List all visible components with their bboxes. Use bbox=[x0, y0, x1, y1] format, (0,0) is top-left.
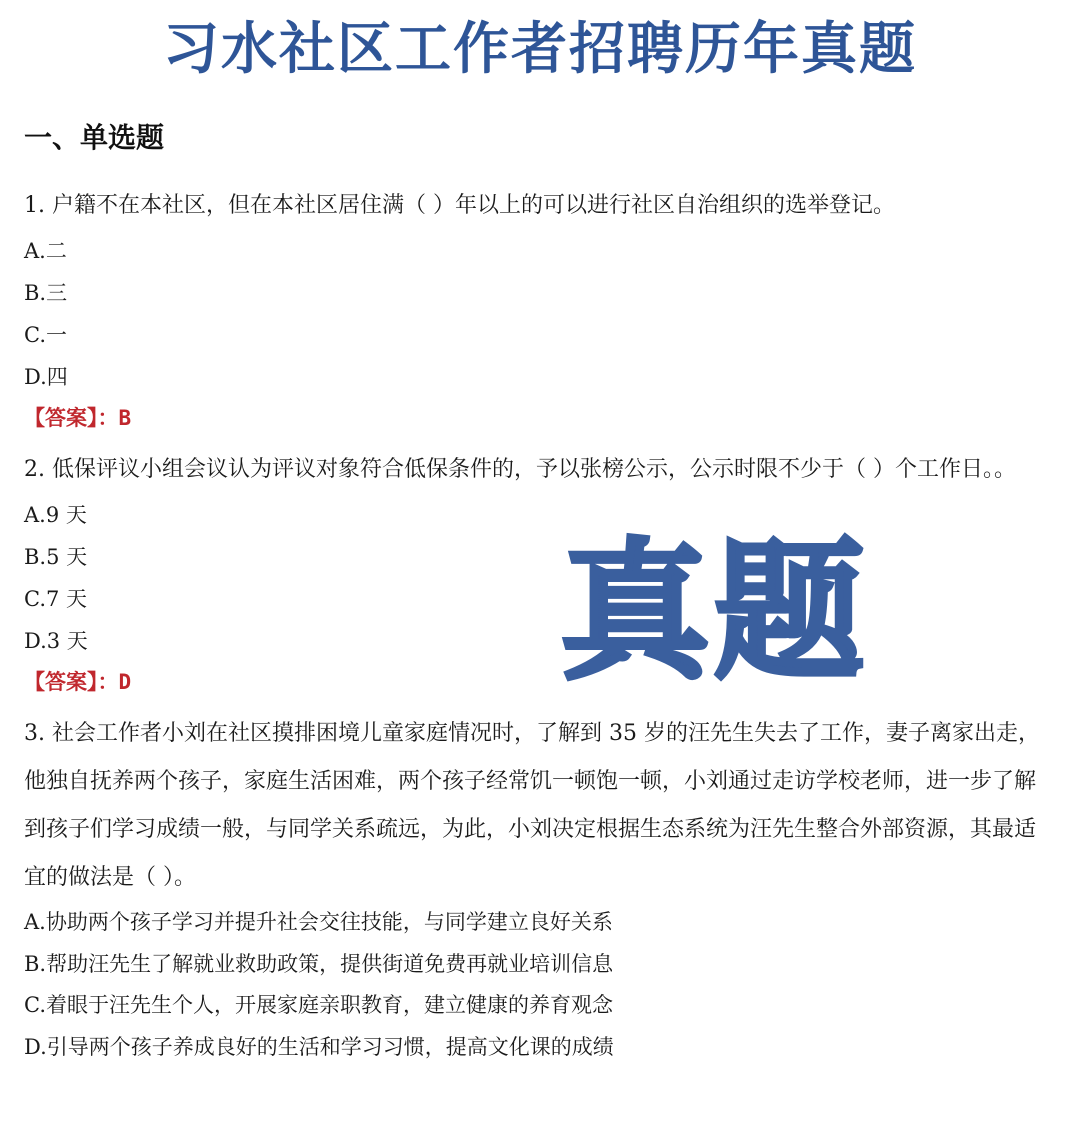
question-1-option-b: B.三 bbox=[24, 281, 68, 305]
question-2 bbox=[24, 446, 1044, 702]
question-1-answer bbox=[24, 398, 1044, 438]
question-3 bbox=[24, 710, 1044, 1068]
page-title: 习水社区工作者招聘历年真题 bbox=[163, 17, 917, 82]
question-2-option-d: D.3 天 bbox=[24, 629, 88, 653]
answer-label: 【答案】： bbox=[24, 406, 119, 430]
question-list bbox=[24, 182, 1044, 1068]
answer-value: D bbox=[118, 670, 132, 694]
question-3-option-a: A.协助两个孩子学习并提升社会交往技能，与同学建立良好关系 bbox=[24, 910, 613, 934]
question-3-stem: 3. 社会工作者小刘在社区摸排困境儿童家庭情况时，了解到 35 岁的汪先生失去了工作，妻子离家出走，他独自抚养两个孩子，家庭生活困难，两个孩子经常饥一顿饱一顿，小刘通过走访学校老师，进一步了解到孩子们学习成绩一般，与同学关系疏远，为此，小刘决定根据生态系统为汪先生整合外部资源，其最适宜的做法是（ ）。 bbox=[24, 721, 1040, 890]
question-3-option-d: D.引导两个孩子养成良好的生活和学习习惯，提高文化课的成绩 bbox=[24, 1034, 614, 1059]
question-2-option-c: C.7 天 bbox=[24, 587, 88, 611]
question-2-stem: 2. 低保评议小组会议认为评议对象符合低保条件的，予以张榜公示，公示时限不少于（ ）个工作日。。 bbox=[24, 457, 1016, 482]
watermark-stamp: 真题 bbox=[560, 526, 869, 700]
answer-label: 【答案】： bbox=[24, 670, 119, 694]
question-1-option-d: D.四 bbox=[24, 365, 68, 389]
question-2-option-b: B.5 天 bbox=[24, 545, 88, 569]
question-2-option-a: A.9 天 bbox=[24, 503, 87, 527]
question-1-option-c: C.一 bbox=[24, 323, 67, 347]
question-2-answer bbox=[24, 662, 1044, 702]
section-heading: 一、单选题 bbox=[24, 121, 165, 154]
question-1-stem: 1. 户籍不在本社区，但在本社区居住满（ ）年以上的可以进行社区自治组织的选举登记。 bbox=[24, 193, 895, 218]
answer-value: B bbox=[118, 406, 132, 430]
question-3-option-c: C.着眼于汪先生个人，开展家庭亲职教育，建立健康的养育观念 bbox=[24, 993, 613, 1017]
question-1 bbox=[24, 182, 1044, 438]
question-1-option-a: A.二 bbox=[24, 239, 67, 263]
question-3-option-b: B.帮助汪先生了解就业救助政策，提供街道免费再就业培训信息 bbox=[24, 951, 614, 976]
